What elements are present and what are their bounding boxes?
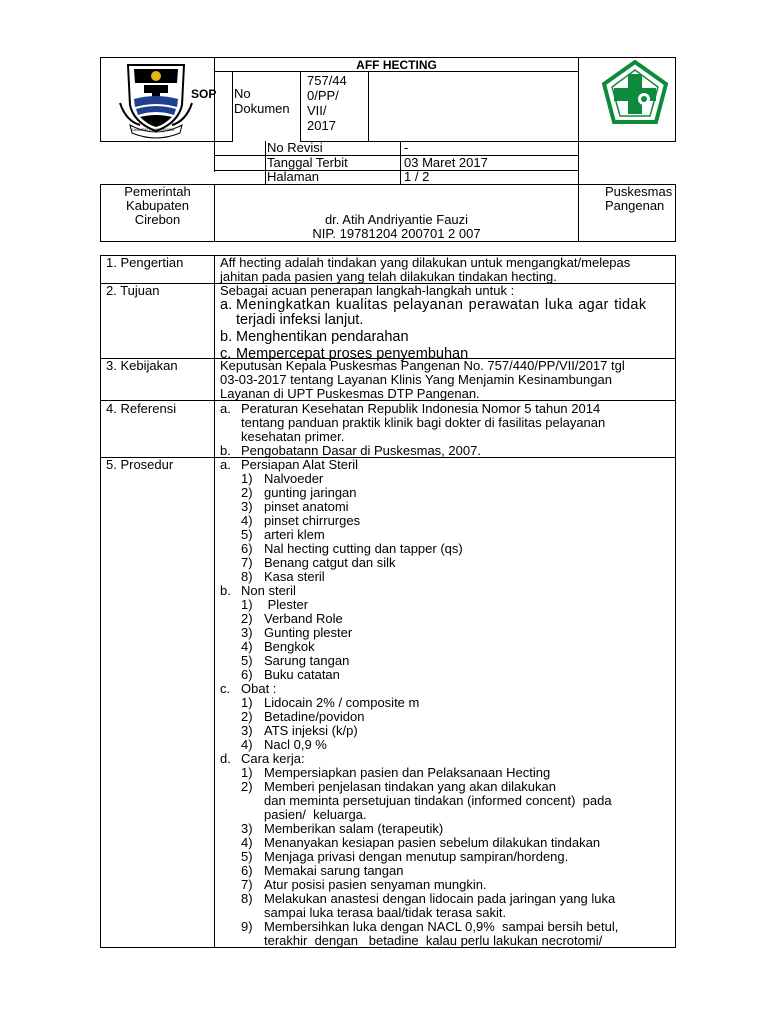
text-line: Sarung tangan <box>264 653 350 668</box>
text-line: Mempercepat proses penyembuhan <box>236 346 469 362</box>
prosedur-step <box>220 724 672 738</box>
tujuan-intro: Sebagai acuan penerapan langkah-langkah untuk : <box>220 283 515 298</box>
page-label: Halaman <box>267 169 320 184</box>
prosedur-step <box>220 822 672 836</box>
step-number: 1) <box>241 597 253 612</box>
text-line: Meningkatkan kualitas pelayanan perawatan luka agar tidak <box>236 297 647 313</box>
prosedur-step <box>220 864 672 878</box>
step-number: 1) <box>241 765 253 780</box>
prosedur-step <box>220 612 672 626</box>
text-line: Nacl 0,9 % <box>264 737 327 752</box>
prosedur-group-title <box>220 584 672 598</box>
section-label-referensi: 4. Referensi <box>106 401 177 416</box>
text-line: arteri klem <box>264 527 325 542</box>
step-number: 7) <box>241 877 253 892</box>
section-label-prosedur: 5. Prosedur <box>106 457 174 472</box>
issue-date-label: Tanggal Terbit <box>267 155 348 170</box>
revision-value: - <box>404 140 409 155</box>
page-value: 1 / 2 <box>404 169 430 184</box>
step-number: 1) <box>241 471 253 486</box>
step-number: 2) <box>241 485 253 500</box>
group-marker: c. <box>220 681 231 696</box>
text-line: Benang catgut dan silk <box>264 555 396 570</box>
tujuan-item <box>220 298 672 328</box>
prosedur-step <box>220 640 672 654</box>
text-line: sampai luka terasa baal/tidak terasa sakit. <box>264 905 507 920</box>
text-line: Menanyakan kesiapan pasien sebelum dilakukan tindakan <box>264 835 601 850</box>
text-line: Menjaga privasi dengan menutup sampiran/hordeng. <box>264 849 569 864</box>
text-line: pinset anatomi <box>264 499 349 514</box>
prosedur-step <box>220 542 672 556</box>
group-title-text: Obat : <box>241 681 277 696</box>
text-line: Peraturan Kesehatan Republik Indonesia Nomor 5 tahun 2014 <box>241 401 601 416</box>
revision-label: No Revisi <box>267 140 323 155</box>
document-title: AFF HECTING <box>356 58 437 72</box>
text-line: Nal hecting cutting dan tapper (qs) <box>264 541 463 556</box>
referensi-item <box>220 402 672 444</box>
text-line: pasien/ keluarga. <box>264 807 367 822</box>
prosedur-step <box>220 836 672 850</box>
group-marker: d. <box>220 751 231 766</box>
prosedur-group-title <box>220 458 672 472</box>
text-line: Menghentikan pendarahan <box>236 329 409 345</box>
section-label-tujuan: 2. Tujuan <box>106 283 160 298</box>
text-line: Atur posisi pasien senyaman mungkin. <box>264 877 487 892</box>
puskesmas-cross-icon <box>600 60 670 130</box>
text-line: Melakukan anastesi dengan lidocain pada jaringan yang luka <box>264 891 616 906</box>
step-number: 3) <box>241 625 253 640</box>
text-line: Mempersiapkan pasien dan Pelaksanaan Hecting <box>264 765 551 780</box>
right-org: Puskesmas Pangenan <box>605 184 673 213</box>
prosedur-step <box>220 738 672 752</box>
referensi-content <box>220 402 672 458</box>
group-marker: a. <box>220 457 231 472</box>
prosedur-step <box>220 626 672 640</box>
item-marker: a. <box>220 297 233 313</box>
group-title-text: Cara kerja: <box>241 751 305 766</box>
step-number: 8) <box>241 569 253 584</box>
text-line: Gunting plester <box>264 625 353 640</box>
prosedur-step <box>220 556 672 570</box>
text-line: dan meminta persetujuan tindakan (informed concent) pada <box>264 793 612 808</box>
kebijakan-content <box>220 359 672 401</box>
step-number: 8) <box>241 891 253 906</box>
no-dokumen-label: No Dokumen <box>234 86 290 116</box>
text-line: Keputusan Kepala Puskesmas Pangenan No. 757/440/PP/VII/2017 tgl <box>220 358 625 373</box>
text-line: Memberi penjelasan tindakan yang akan dilakukan <box>264 779 556 794</box>
text-line: Buku catatan <box>264 667 340 682</box>
step-number: 5) <box>241 527 253 542</box>
item-marker: b. <box>220 329 233 345</box>
text-line: Lidocain 2% / composite m <box>264 695 420 710</box>
prosedur-step <box>220 654 672 668</box>
signatory-name: dr. Atih Andriyantie Fauzi <box>324 212 469 227</box>
prosedur-step <box>220 500 672 514</box>
text-line: ATS injeksi (k/p) <box>264 723 358 738</box>
prosedur-step <box>220 472 672 486</box>
prosedur-step <box>220 598 672 612</box>
section-label-pengertian: 1. Pengertian <box>106 255 184 270</box>
prosedur-step <box>220 514 672 528</box>
step-number: 5) <box>241 849 253 864</box>
group-title-text: Persiapan Alat Steril <box>241 457 359 472</box>
prosedur-group-title <box>220 682 672 696</box>
prosedur-step <box>220 570 672 584</box>
step-number: 6) <box>241 667 253 682</box>
prosedur-step <box>220 780 672 822</box>
no-dokumen-value: 757/44 0/PP/ VII/ 2017 <box>307 73 347 133</box>
text-line: Nalvoeder <box>264 471 324 486</box>
item-marker: a. <box>220 401 231 416</box>
text-line: Layanan di UPT Puskesmas DTP Pangenan. <box>220 386 480 401</box>
tujuan-item <box>220 330 672 345</box>
step-number: 2) <box>241 709 253 724</box>
prosedur-step <box>220 766 672 780</box>
step-number: 3) <box>241 821 253 836</box>
sop-label: SOP <box>191 87 217 101</box>
step-number: 4) <box>241 835 253 850</box>
puskesmas-logo <box>600 60 678 138</box>
step-number: 9) <box>241 919 253 934</box>
signatory-nip: NIP. 19781204 200701 2 007 <box>312 226 481 241</box>
prosedur-step <box>220 696 672 710</box>
step-number: 3) <box>241 499 253 514</box>
text-line: terjadi infeksi lanjut. <box>236 312 364 328</box>
item-marker: c. <box>220 346 232 362</box>
referensi-item <box>220 444 672 458</box>
left-org: Pemerintah Kabupaten Cirebon <box>124 184 191 227</box>
step-number: 2) <box>241 779 253 794</box>
group-marker: b. <box>220 583 231 598</box>
prosedur-step <box>220 486 672 500</box>
prosedur-step <box>220 892 672 920</box>
text-line: Plester <box>264 597 309 612</box>
text-line: kesehatan primer. <box>241 429 345 444</box>
step-number: 2) <box>241 611 253 626</box>
prosedur-group-title <box>220 752 672 766</box>
group-title-text: Non steril <box>241 583 296 598</box>
text-line: 03-03-2017 tentang Layanan Klinis Yang Menjamin Kesinambungan <box>220 372 612 387</box>
step-number: 4) <box>241 737 253 752</box>
text-line: Aff hecting adalah tindakan yang dilakukan untuk mengangkat/melepas <box>220 255 631 270</box>
text-line: Kasa steril <box>264 569 325 584</box>
step-number: 3) <box>241 723 253 738</box>
step-number: 6) <box>241 541 253 556</box>
step-number: 6) <box>241 863 253 878</box>
step-number: 7) <box>241 555 253 570</box>
step-number: 1) <box>241 695 253 710</box>
text-line: gunting jaringan <box>264 485 357 500</box>
text-line: tentang panduan praktik klinik bagi dokter di fasilitas pelayanan <box>241 415 606 430</box>
text-line: Verband Role <box>264 611 343 626</box>
prosedur-content <box>220 458 672 948</box>
text-line: Membersihkan luka dengan NACL 0,9% sampai bersih betul, <box>264 919 619 934</box>
text-line: Memberikan salam (terapeutik) <box>264 821 444 836</box>
prosedur-step <box>220 850 672 864</box>
prosedur-step <box>220 668 672 682</box>
text-line: jahitan pada pasien yang telah dilakukan tindakan hecting. <box>220 269 557 284</box>
tujuan-content <box>220 284 672 362</box>
text-line: Betadine/povidon <box>264 709 365 724</box>
text-line: pinset chirrurges <box>264 513 361 528</box>
prosedur-step <box>220 528 672 542</box>
text-line: Memakai sarung tangan <box>264 863 404 878</box>
pengertian-content <box>220 256 672 284</box>
prosedur-step <box>220 878 672 892</box>
logo-ribbon-text: KABUPATEN CIREBON <box>131 127 174 132</box>
section-label-kebijakan: 3. Kebijakan <box>106 358 178 373</box>
prosedur-step <box>220 920 672 948</box>
prosedur-step <box>220 710 672 724</box>
text-line: terakhir dengan betadine kalau perlu lakukan necrotomi/ <box>264 933 603 948</box>
step-number: 5) <box>241 653 253 668</box>
step-number: 4) <box>241 513 253 528</box>
text-line: Pengobatann Dasar di Puskesmas, 2007. <box>241 443 481 458</box>
text-line: Bengkok <box>264 639 315 654</box>
item-marker: b. <box>220 443 231 458</box>
issue-date-value: 03 Maret 2017 <box>404 155 488 170</box>
step-number: 4) <box>241 639 253 654</box>
